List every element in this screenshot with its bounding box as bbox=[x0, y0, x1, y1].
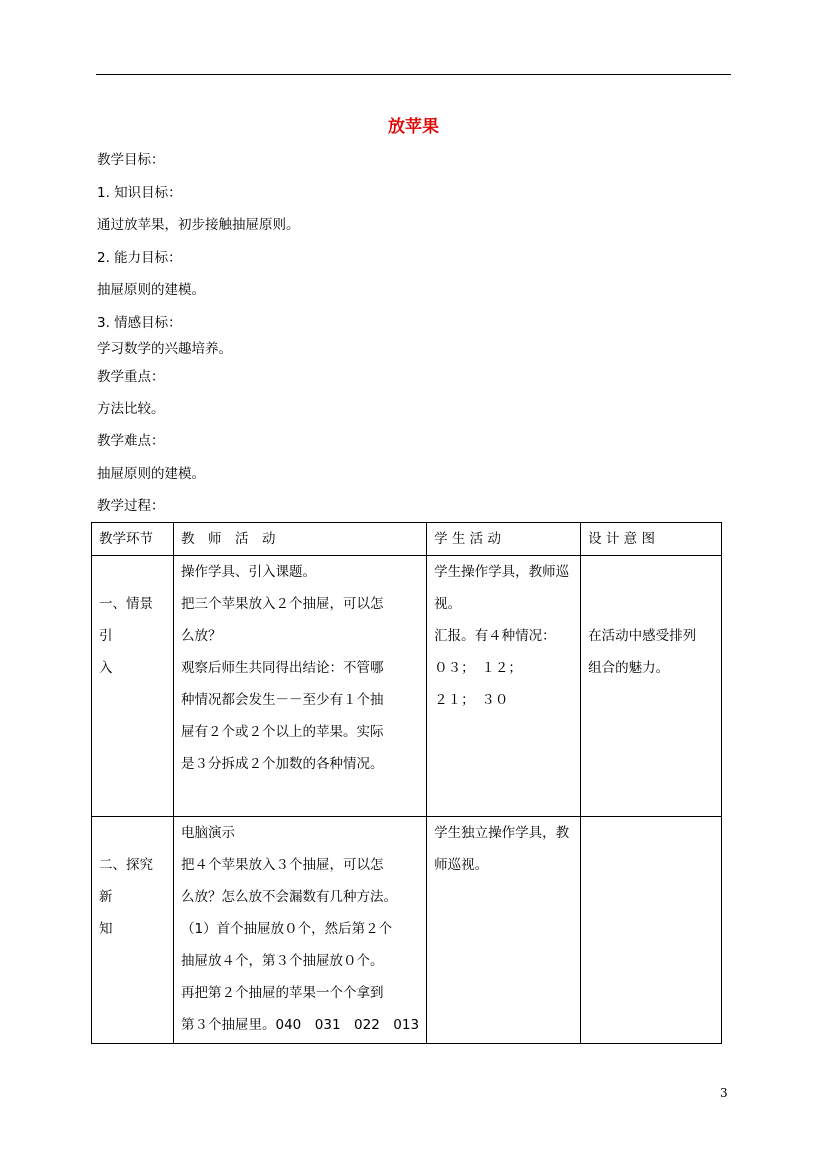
teacher-line: 么放？ bbox=[181, 628, 222, 644]
spacer bbox=[99, 556, 166, 588]
teacher-line: 是３分拆成２个加数的各种情况。 bbox=[181, 756, 384, 772]
teacher-line: 种情况都会发生－－至少有１个抽 bbox=[181, 692, 384, 708]
teacher-line: 把４个苹果放入３个抽屉，可以怎 bbox=[181, 857, 384, 873]
teacher-activity-cell bbox=[174, 817, 427, 1044]
teacher-line: 么放？怎么放不会漏数有几种方法。 bbox=[181, 889, 397, 905]
stage-cell bbox=[92, 556, 174, 817]
header-design-intent: 设 计 意 图 bbox=[581, 523, 722, 556]
lesson-plan-table bbox=[91, 522, 722, 1044]
stage-cell bbox=[92, 817, 174, 1044]
teacher-activity-cell bbox=[174, 556, 427, 817]
teacher-line: 电脑演示 bbox=[181, 825, 235, 841]
ability-goal-text: 抽屉原则的建模。 bbox=[97, 282, 205, 298]
teacher-line: 屉有２个或２个以上的苹果。实际 bbox=[181, 724, 384, 740]
teacher-line: 操作学具、引入课题。 bbox=[181, 564, 316, 580]
student-line: 学生操作学具，教师巡 bbox=[434, 564, 570, 580]
design-intent-cell bbox=[581, 817, 722, 1044]
student-line: ０３； １２； bbox=[434, 660, 522, 676]
difficulties-heading: 教学难点： bbox=[97, 433, 165, 449]
student-line: ２１； ３０ bbox=[434, 692, 509, 708]
emotion-goal-label: 3. 情感目标： bbox=[97, 315, 182, 331]
table-row bbox=[92, 817, 722, 1044]
spacer bbox=[588, 588, 714, 620]
objectives-heading: 教学目标： bbox=[97, 152, 165, 168]
header-teacher-activity: 教 师 活 动 bbox=[174, 523, 427, 556]
design-line: 组合的魅力。 bbox=[588, 660, 670, 676]
knowledge-goal-text: 通过放苹果，初步接触抽屉原则。 bbox=[97, 217, 300, 233]
teacher-line: 把三个苹果放入２个抽屉，可以怎 bbox=[181, 596, 384, 612]
student-activity-cell bbox=[427, 817, 581, 1044]
teacher-line: 抽屉放４个，第３个抽屉放０个。 bbox=[181, 953, 384, 969]
page-number: 3 bbox=[720, 1086, 728, 1100]
teacher-line: 观察后师生共同得出结论：不管哪 bbox=[181, 660, 384, 676]
student-line: 学生独立操作学具，教 bbox=[434, 825, 570, 841]
table-header-row bbox=[92, 523, 722, 556]
spacer bbox=[588, 556, 714, 588]
teacher-line: 再把第２个抽屉的苹果一个个拿到 bbox=[181, 985, 384, 1001]
student-line: 师巡视。 bbox=[434, 857, 489, 873]
document-title: 放苹果 bbox=[388, 117, 439, 137]
stage-line: 二、探究新 bbox=[99, 857, 153, 905]
key-points-text: 方法比较。 bbox=[97, 401, 165, 417]
teacher-line: 第３个抽屉里。040 031 022 013 bbox=[181, 1017, 420, 1033]
header-stage: 教学环节 bbox=[92, 523, 174, 556]
header-rule bbox=[96, 74, 731, 75]
stage-line: 知 bbox=[99, 921, 113, 937]
emotion-goal-text: 学习数学的兴趣培养。 bbox=[97, 341, 232, 357]
difficulties-text: 抽屉原则的建模。 bbox=[97, 466, 205, 482]
stage-line: 一、情景引 bbox=[99, 596, 153, 644]
ability-goal-label: 2. 能力目标： bbox=[97, 250, 182, 266]
design-line: 在活动中感受排列 bbox=[588, 628, 697, 644]
student-line: 视。 bbox=[434, 596, 462, 612]
key-points-heading: 教学重点： bbox=[97, 369, 165, 385]
stage-line: 入 bbox=[99, 660, 113, 676]
student-activity-cell bbox=[427, 556, 581, 817]
table-row bbox=[92, 556, 722, 817]
process-heading: 教学过程： bbox=[97, 498, 165, 514]
spacer bbox=[99, 817, 166, 849]
student-line: 汇报。有４种情况： bbox=[434, 628, 556, 644]
design-intent-cell bbox=[581, 556, 722, 817]
header-student-activity: 学 生 活 动 bbox=[427, 523, 581, 556]
teacher-line: （1）首个抽屉放０个，然后第２个 bbox=[181, 921, 393, 937]
knowledge-goal-label: 1. 知识目标： bbox=[97, 185, 182, 201]
